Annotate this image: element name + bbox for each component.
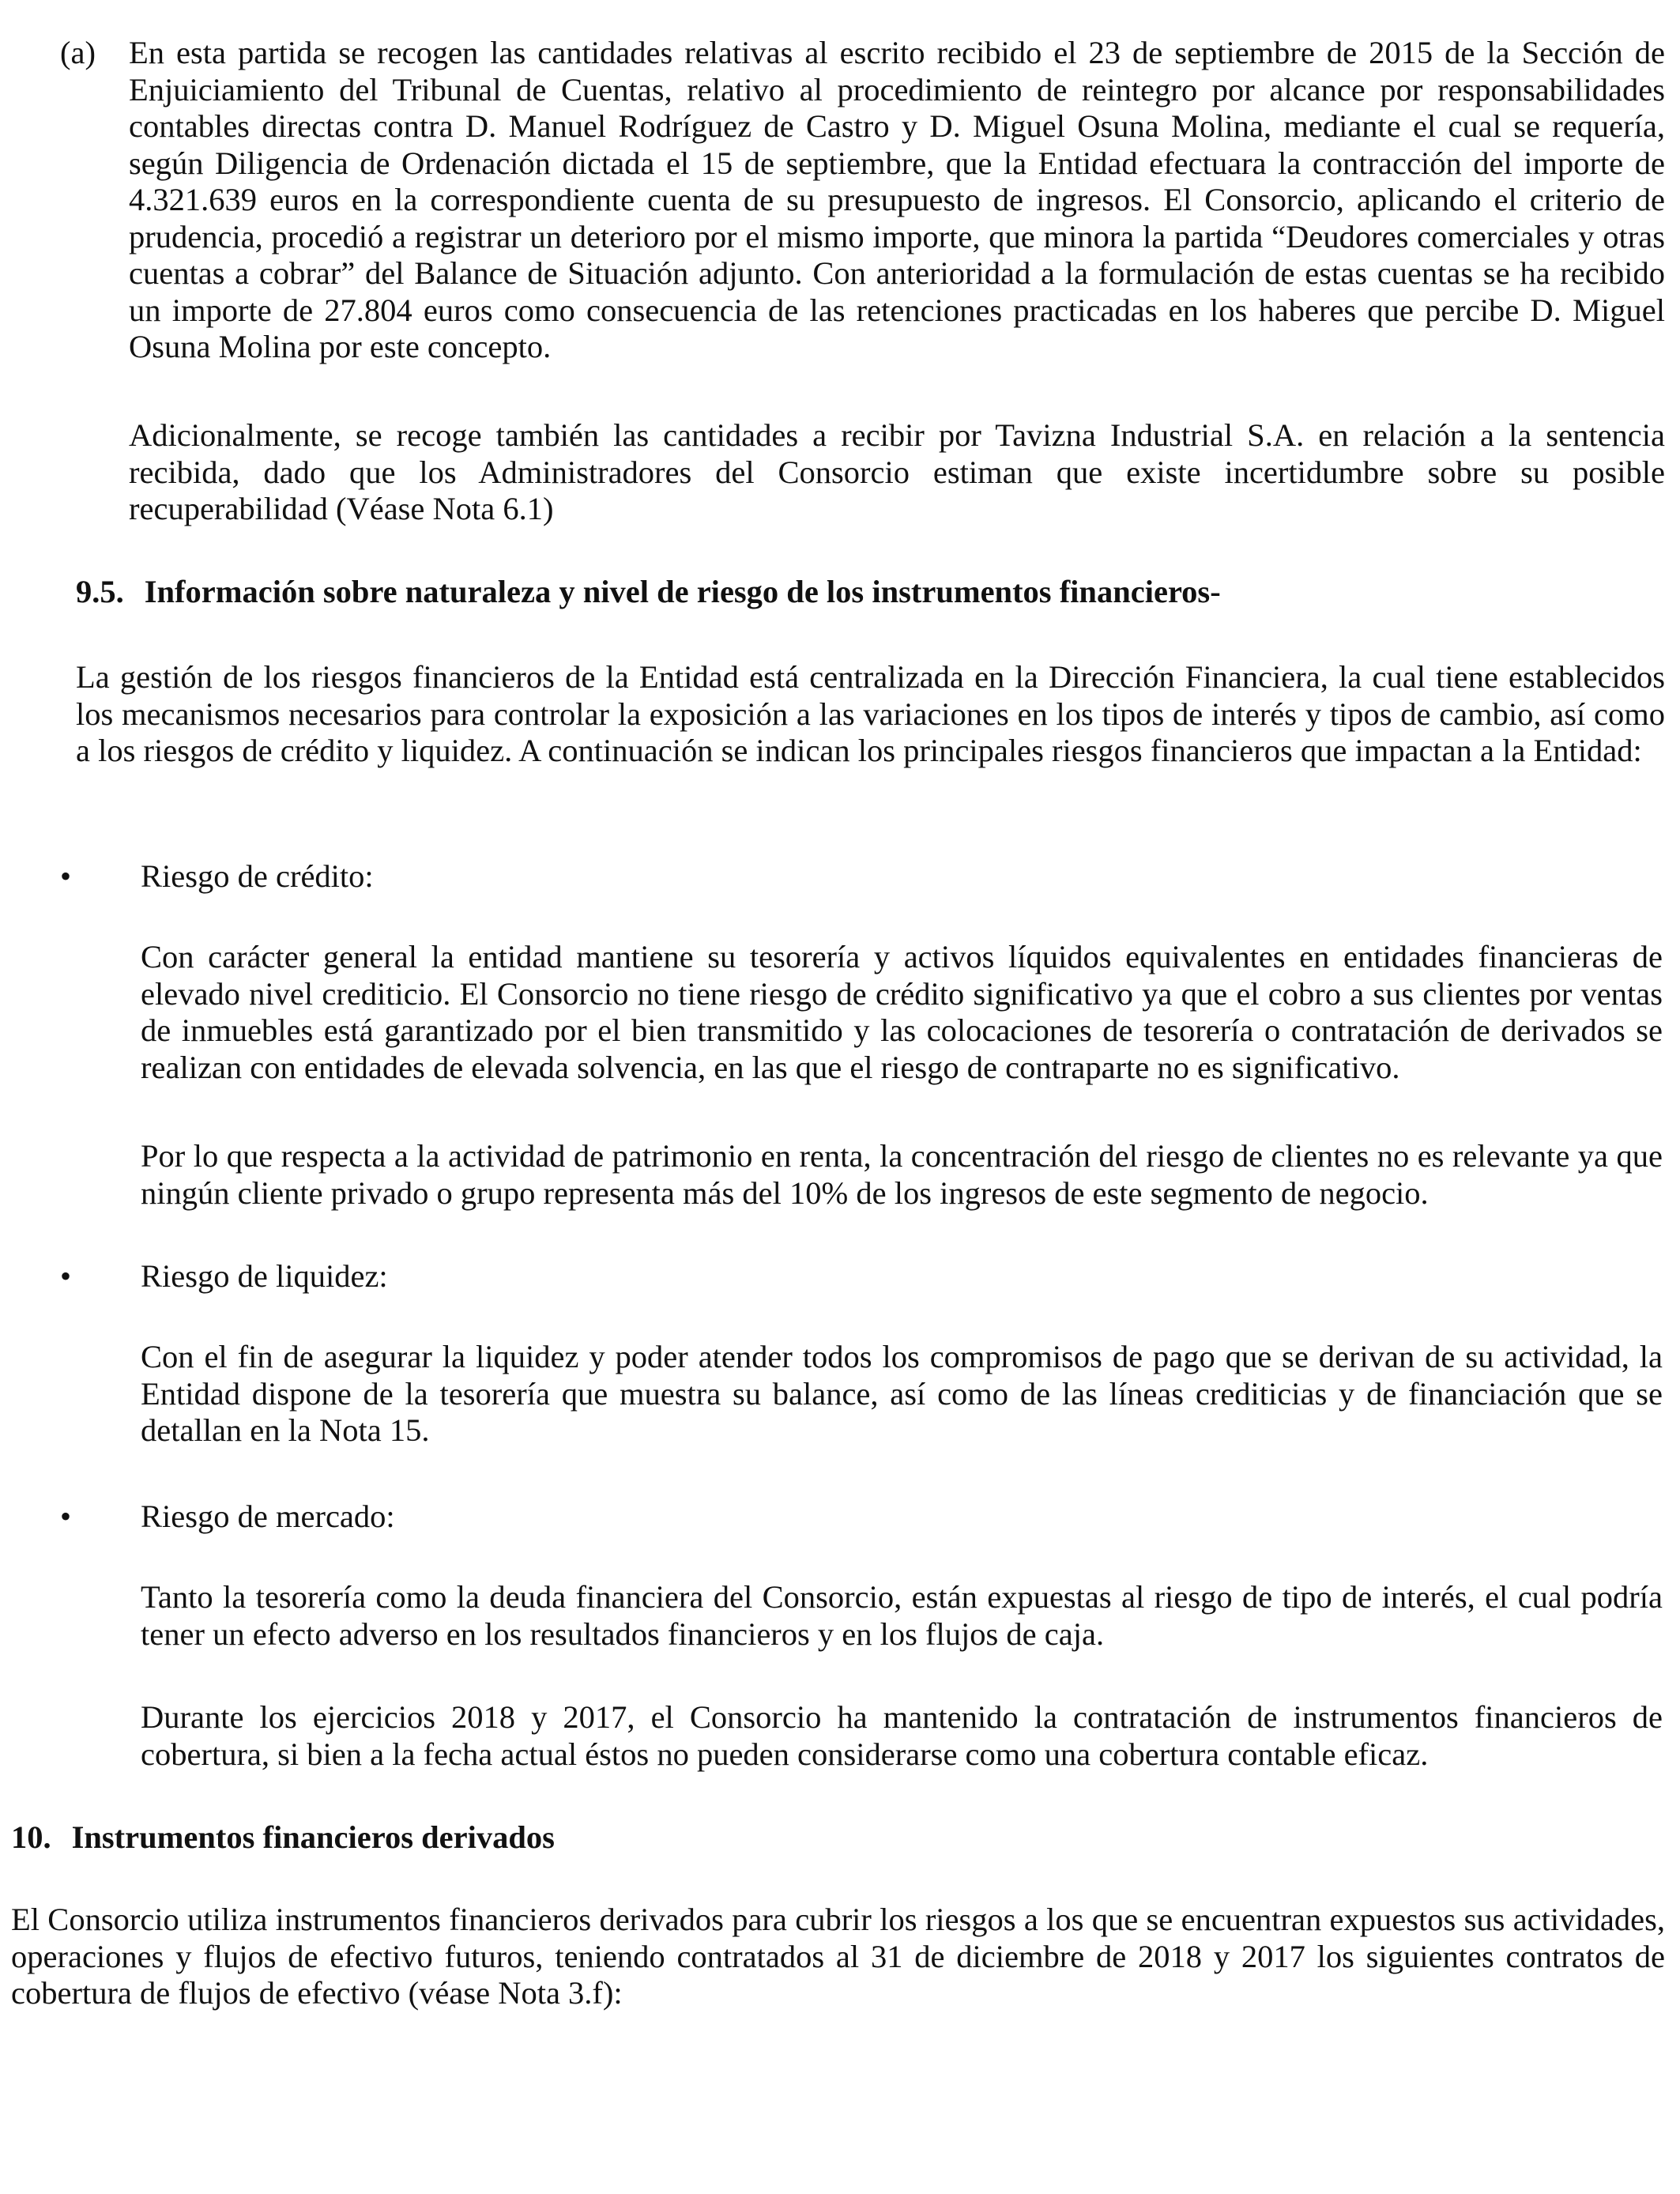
bullet-liquidity-risk: • <box>60 1258 72 1294</box>
credit-risk-paragraph-2: Por lo que respecta a la actividad de patrimonio en renta, la concentración del riesgo de clientes no es relevante ya que ningún cliente privado o grupo representa más del 10% de los ingresos de este segmento de negocio. <box>141 1138 1663 1211</box>
bullet-market-risk: • <box>60 1498 72 1534</box>
section-10-heading <box>11 1819 555 1857</box>
section-10-number: 10. <box>11 1819 51 1855</box>
section-9-5-title: Información sobre naturaleza y nivel de riesgo de los instrumentos financieros- <box>144 574 1221 609</box>
section-9-5-intro: La gestión de los riesgos financieros de la Entidad está centralizada en la Dirección Financiera, la cual tiene establecidos los mecanismos necesarios para controlar la exposición a las variaciones en los tipos de interés y tipos de cambio, así como a los riesgos de crédito y liquidez. A continuación se indican los principales riesgos financieros que impactan a la Entidad: <box>76 659 1665 768</box>
liquidity-risk-paragraph-1: Con el fin de asegurar la liquidez y poder atender todos los compromisos de pago que se derivan de su actividad, la Entidad dispone de la tesorería que muestra su balance, así como de las líneas crediticias y de financiación que se detallan en la Nota 15. <box>141 1339 1663 1448</box>
market-risk-paragraph-2: Durante los ejercicios 2018 y 2017, el Consorcio ha mantenido la contratación de instrumentos financieros de cobertura, si bien a la fecha actual éstos no pueden considerarse como una cobertura contable eficaz. <box>141 1699 1663 1772</box>
section-10-intro: El Consorcio utiliza instrumentos financieros derivados para cubrir los riesgos a los que se encuentran expuestos sus actividades, operaciones y flujos de efectivo futuros, teniendo contratados al 31 de diciembre de 2018 y 2017 los siguientes contratos de cobertura de flujos de efectivo (véase Nota 3.f): <box>11 1902 1665 2011</box>
credit-risk-paragraph-1: Con carácter general la entidad mantiene su tesorería y activos líquidos equivalentes en entidades financieras de elevado nivel crediticio. El Consorcio no tiene riesgo de crédito significativo ya que el cobro a sus clientes por ventas de inmuebles está garantizado por el bien transmitido y las colocaciones de tesorería o contratación de derivados se realizan con entidades de elevada solvencia, en las que el riesgo de contraparte no es significativo. <box>141 939 1663 1085</box>
liquidity-risk-title: Riesgo de liquidez: <box>141 1258 388 1294</box>
note-a-paragraph-2: Adicionalmente, se recoge también las cantidades a recibir por Tavizna Industrial S.A. en relación a la sentencia recibida, dado que los Administradores del Consorcio estiman que existe incertidumbre sobre su posible recuperabilidad (Véase Nota 6.1) <box>129 417 1665 526</box>
section-9-5-heading <box>76 574 1221 611</box>
note-a-label: (a) <box>60 35 96 70</box>
bullet-credit-risk: • <box>60 858 72 894</box>
market-risk-paragraph-1: Tanto la tesorería como la deuda financiera del Consorcio, están expuestas al riesgo de tipo de interés, el cual podría tener un efecto adverso en los resultados financieros y en los flujos de caja. <box>141 1579 1663 1652</box>
section-9-5-number: 9.5. <box>76 574 124 609</box>
note-a-paragraph-1: En esta partida se recogen las cantidades relativas al escrito recibido el 23 de septiembre de 2015 de la Sección de Enjuiciamiento del Tribunal de Cuentas, relativo al procedimiento de reintegro por alcance por responsabilidades contables directas contra D. Manuel Rodríguez de Castro y D. Miguel Osuna Molina, mediante el cual se requería, según Diligencia de Ordenación dictada el 15 de septiembre, que la Entidad efectuara la contracción del importe de 4.321.639 euros en la correspondiente cuenta de su presupuesto de ingresos. El Consorcio, aplicando el criterio de prudencia, procedió a registrar un deterioro por el mismo importe, que minora la partida “Deudores comerciales y otras cuentas a cobrar” del Balance de Situación adjunto. Con anterioridad a la formulación de estas cuentas se ha recibido un importe de 27.804 euros como consecuencia de las retenciones practicadas en los haberes que percibe D. Miguel Osuna Molina por este concepto. <box>129 35 1665 364</box>
credit-risk-title: Riesgo de crédito: <box>141 858 374 894</box>
section-10-title: Instrumentos financieros derivados <box>71 1819 555 1855</box>
market-risk-title: Riesgo de mercado: <box>141 1498 395 1534</box>
